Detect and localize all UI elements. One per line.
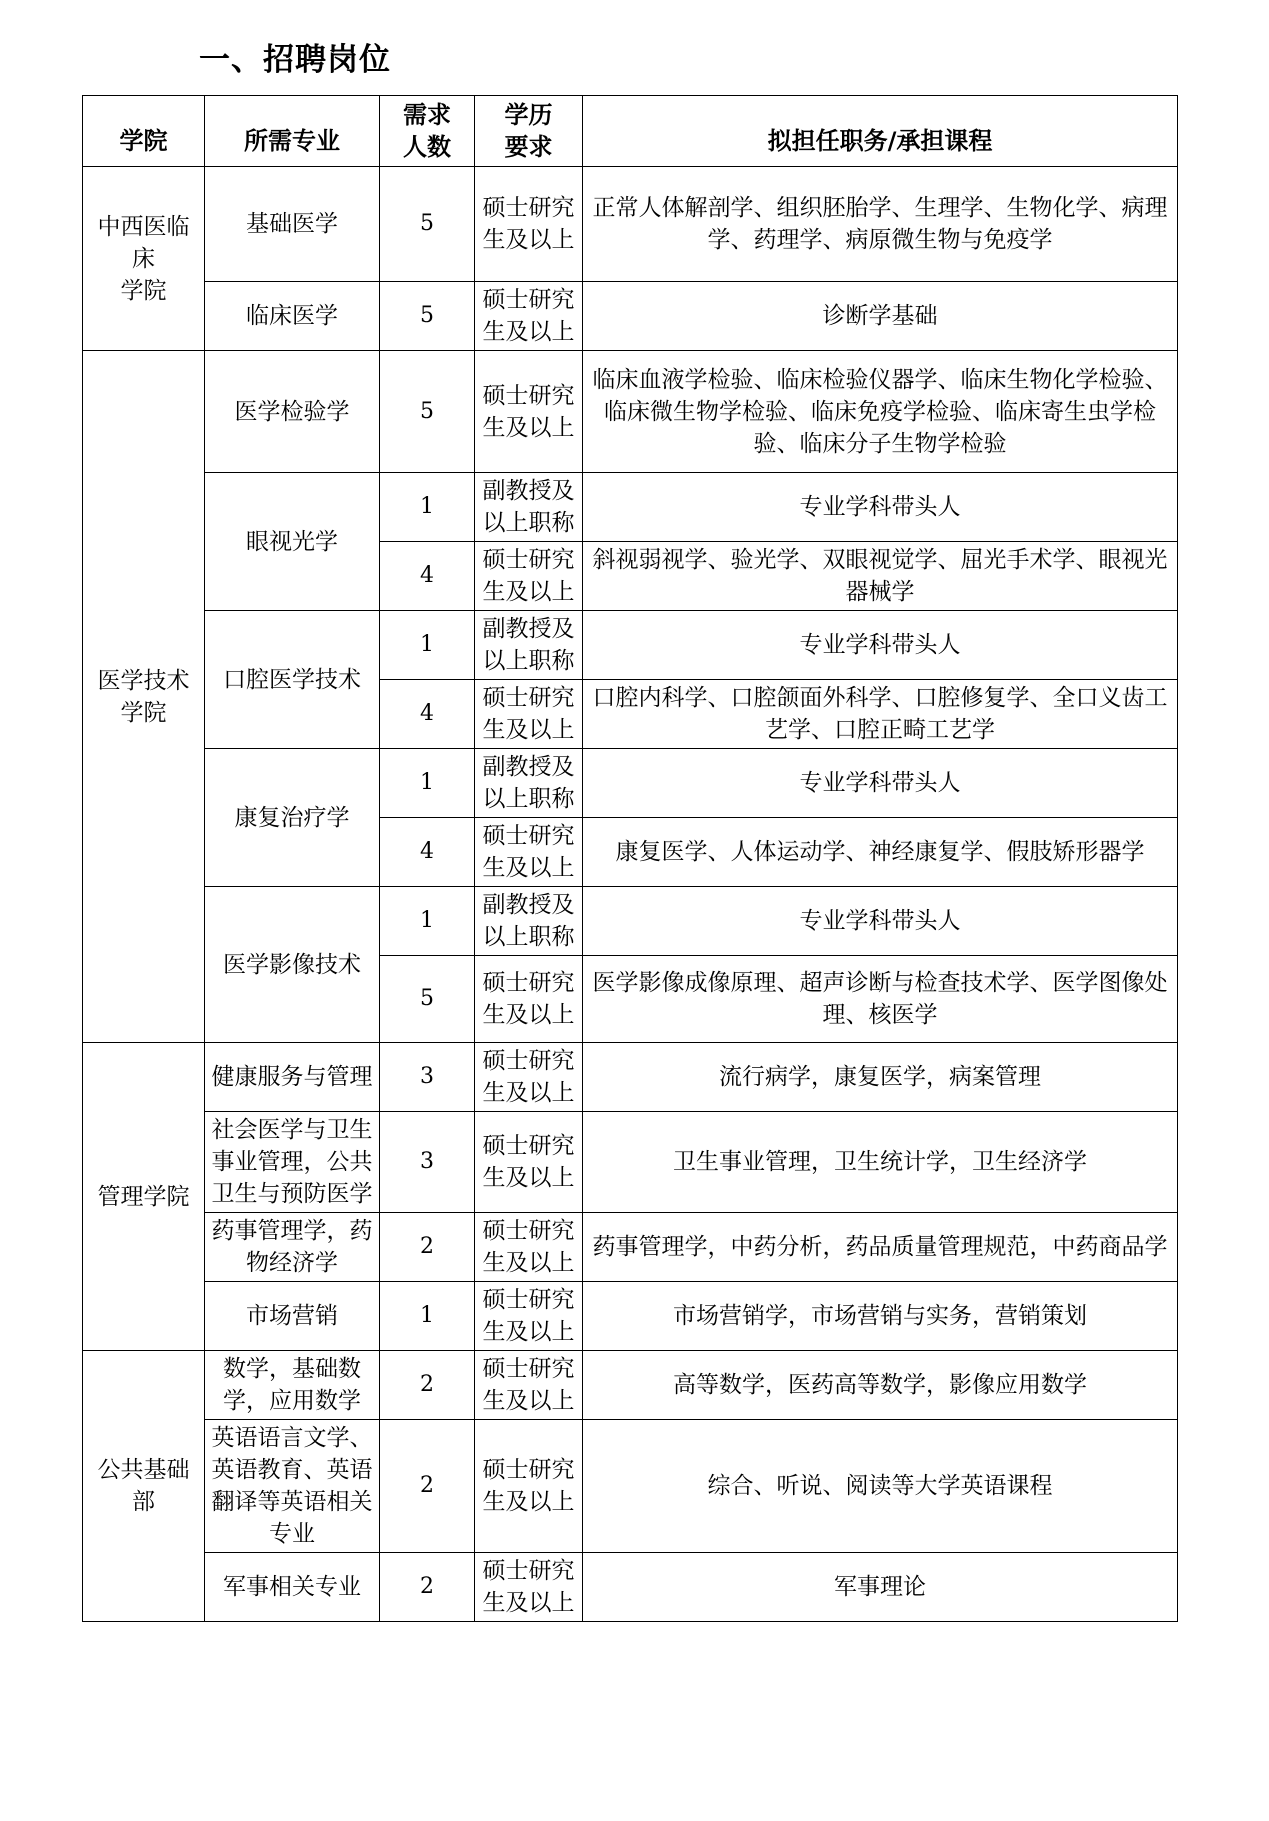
table-row	[83, 351, 1178, 473]
duty-cell: 康复医学、人体运动学、神经康复学、假肢矫形器学	[583, 818, 1178, 887]
count-cell: 2	[380, 1351, 475, 1420]
duty-cell: 专业学科带头人	[583, 749, 1178, 818]
table-row	[83, 1112, 1178, 1213]
duty-cell: 斜视弱视学、验光学、双眼视觉学、屈光手术学、眼视光器械学	[583, 542, 1178, 611]
degree-cell: 硕士研究 生及以上	[475, 1043, 583, 1112]
count-cell: 1	[380, 887, 475, 956]
count-cell: 5	[380, 282, 475, 351]
table-row	[83, 1043, 1178, 1112]
table-row	[83, 167, 1178, 282]
table-header-row	[83, 96, 1178, 167]
duty-cell: 临床血液学检验、临床检验仪器学、临床生物化学检验、临床微生物学检验、临床免疫学检验、临床寄生虫学检验、临床分子生物学检验	[583, 351, 1178, 473]
major-cell: 基础医学	[205, 167, 380, 282]
count-cell: 4	[380, 818, 475, 887]
duty-cell: 军事理论	[583, 1553, 1178, 1622]
degree-cell: 硕士研究 生及以上	[475, 1420, 583, 1553]
college-cell: 中西医临床 学院	[83, 167, 205, 351]
degree-cell: 硕士研究 生及以上	[475, 956, 583, 1043]
duty-cell: 流行病学，康复医学，病案管理	[583, 1043, 1178, 1112]
table-row	[83, 749, 1178, 818]
count-cell: 4	[380, 542, 475, 611]
table-row	[83, 1553, 1178, 1622]
duty-cell: 专业学科带头人	[583, 611, 1178, 680]
major-cell: 军事相关专业	[205, 1553, 380, 1622]
major-cell: 数学，基础数学，应用数学	[205, 1351, 380, 1420]
duty-cell: 综合、听说、阅读等大学英语课程	[583, 1420, 1178, 1553]
count-cell: 1	[380, 611, 475, 680]
count-cell: 2	[380, 1553, 475, 1622]
major-cell: 健康服务与管理	[205, 1043, 380, 1112]
major-cell: 医学检验学	[205, 351, 380, 473]
count-cell: 5	[380, 351, 475, 473]
college-cell: 医学技术 学院	[83, 351, 205, 1043]
degree-cell: 硕士研究 生及以上	[475, 1112, 583, 1213]
table-row	[83, 887, 1178, 956]
degree-cell: 副教授及 以上职称	[475, 887, 583, 956]
header-count: 需求 人数	[380, 96, 475, 167]
major-cell: 临床医学	[205, 282, 380, 351]
count-cell: 3	[380, 1043, 475, 1112]
table-row	[83, 282, 1178, 351]
degree-cell: 硕士研究 生及以上	[475, 818, 583, 887]
duty-cell: 专业学科带头人	[583, 473, 1178, 542]
duty-cell: 正常人体解剖学、组织胚胎学、生理学、生物化学、病理学、药理学、病原微生物与免疫学	[583, 167, 1178, 282]
duty-cell: 口腔内科学、口腔颌面外科学、口腔修复学、全口义齿工艺学、口腔正畸工艺学	[583, 680, 1178, 749]
section-title: 一、招聘岗位	[199, 42, 391, 78]
count-cell: 4	[380, 680, 475, 749]
recruitment-table	[82, 95, 1178, 1622]
count-cell: 1	[380, 1282, 475, 1351]
table-row	[83, 1351, 1178, 1420]
header-degree: 学历 要求	[475, 96, 583, 167]
college-cell: 公共基础部	[83, 1351, 205, 1622]
duty-cell: 药事管理学，中药分析，药品质量管理规范，中药商品学	[583, 1213, 1178, 1282]
degree-cell: 副教授及 以上职称	[475, 473, 583, 542]
degree-cell: 硕士研究 生及以上	[475, 1351, 583, 1420]
degree-cell: 硕士研究 生及以上	[475, 351, 583, 473]
degree-cell: 硕士研究 生及以上	[475, 167, 583, 282]
header-major: 所需专业	[205, 96, 380, 167]
degree-cell: 硕士研究 生及以上	[475, 1213, 583, 1282]
degree-cell: 副教授及 以上职称	[475, 611, 583, 680]
count-cell: 1	[380, 749, 475, 818]
major-cell: 药事管理学，药物经济学	[205, 1213, 380, 1282]
major-cell: 社会医学与卫生事业管理，公共卫生与预防医学	[205, 1112, 380, 1213]
count-cell: 2	[380, 1213, 475, 1282]
header-college: 学院	[83, 96, 205, 167]
count-cell: 5	[380, 956, 475, 1043]
degree-cell: 硕士研究 生及以上	[475, 680, 583, 749]
table-row	[83, 1420, 1178, 1553]
duty-cell: 市场营销学，市场营销与实务，营销策划	[583, 1282, 1178, 1351]
degree-cell: 硕士研究 生及以上	[475, 1282, 583, 1351]
table-row	[83, 611, 1178, 680]
major-cell: 康复治疗学	[205, 749, 380, 887]
count-cell: 1	[380, 473, 475, 542]
major-cell: 医学影像技术	[205, 887, 380, 1043]
count-cell: 5	[380, 167, 475, 282]
major-cell: 眼视光学	[205, 473, 380, 611]
major-cell: 英语语言文学、英语教育、英语翻译等英语相关专业	[205, 1420, 380, 1553]
duty-cell: 卫生事业管理，卫生统计学，卫生经济学	[583, 1112, 1178, 1213]
college-cell: 管理学院	[83, 1043, 205, 1351]
degree-cell: 硕士研究 生及以上	[475, 1553, 583, 1622]
degree-cell: 硕士研究 生及以上	[475, 542, 583, 611]
duty-cell: 高等数学，医药高等数学，影像应用数学	[583, 1351, 1178, 1420]
count-cell: 3	[380, 1112, 475, 1213]
major-cell: 市场营销	[205, 1282, 380, 1351]
degree-cell: 硕士研究 生及以上	[475, 282, 583, 351]
duty-cell: 专业学科带头人	[583, 887, 1178, 956]
count-cell: 2	[380, 1420, 475, 1553]
degree-cell: 副教授及 以上职称	[475, 749, 583, 818]
major-cell: 口腔医学技术	[205, 611, 380, 749]
table-row	[83, 1213, 1178, 1282]
duty-cell: 医学影像成像原理、超声诊断与检查技术学、医学图像处理、核医学	[583, 956, 1178, 1043]
table-row	[83, 473, 1178, 542]
table-row	[83, 1282, 1178, 1351]
duty-cell: 诊断学基础	[583, 282, 1178, 351]
header-duty: 拟担任职务/承担课程	[583, 96, 1178, 167]
